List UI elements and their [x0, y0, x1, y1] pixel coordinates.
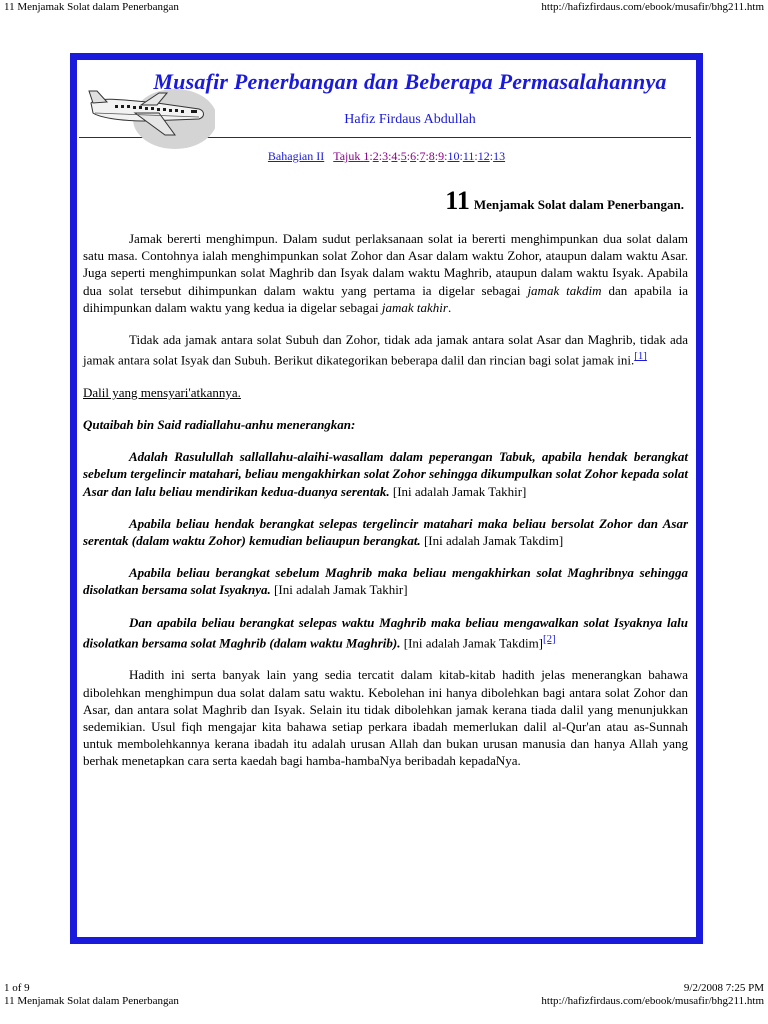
article-body: [83, 230, 688, 785]
paragraph-conclusion: Hadith ini serta banyak lain yang sedia tercatit dalam kitab-kitab hadith jelas menerangkan bahawa dibolehkan menghimpun dua solat dalam satu waktu. Kebolehan ini hanya dibolehkan bagi antara solat Zohor dan Asar, dan antara solat Maghrib dan Isyak. Selain itu tidak dibolehkan jamak kerana tiada dalil yang menunjukkan sedemikian. Usul fiqh mengajar kita bahawa setiap perkara ibadah memerlukan dalil al-Qur'an atau as-Sunnah untuk membolehkannya kerana ibadah itu adalah urusan Allah dan bukan urusan manusia dan hanya Allah yang berhak menetapkan cara serta kaedah bagi hamba-hambaNya beribadah kepadaNya.: [83, 667, 688, 769]
print-footer-top: [4, 982, 764, 995]
header-title: 11 Menjamak Solat dalam Penerbangan: [4, 1, 179, 13]
tajuk-link-11[interactable]: 11: [462, 149, 475, 163]
paragraph-jamak-definition: Jamak bererti menghimpun. Dalam sudut perlaksanaan solat ia bererti menghimpunkan dua solat dalam satu masa. Contohnya ialah menghimpunkan solat Zohor dan Asar dalam waktu Zohor, ataupun dalam waktu Asar. Juga seperti menghimpunkan solat Maghrib dan Isyak dalam waktu Maghrib, ataupun dalam waktu Isyak. Apabila dua solat tersebut dihimpunkan dalam waktu yang pertama ia digelar sebagai jamak takdim dan apabila ia dihimpunkan dalam waktu yang kedua ia digelar sebagai jamak takhir.: [83, 231, 689, 315]
chapter-number: 11: [445, 186, 470, 215]
tajuk-label: Tajuk: [333, 149, 361, 163]
section-heading: Dalil yang mensyari'atkannya.: [83, 384, 241, 400]
tajuk-link-5[interactable]: 5: [400, 149, 407, 163]
chapter-heading: [445, 186, 684, 216]
hadith-paragraph-2: Apabila beliau hendak berangkat selepas tergelincir matahari maka beliau bersolat Zohor dan Asar serentak (dalam waktu Zohor) kemudian beliaupun berangkat. [Ini adalah Jamak Takdim]: [83, 515, 688, 548]
paragraph-no-jamak: Tidak ada jamak antara solat Subuh dan Zohor, tidak ada jamak antara solat Asar dan Maghrib, tidak ada jamak antara solat Isyak dan Subuh. Berikut dikategorikan beberapa dalil dan rincian bagi solat jamak ini.[1]: [83, 332, 688, 368]
page-content: [77, 60, 696, 937]
title-banner: [79, 60, 691, 138]
print-header: [4, 1, 764, 14]
footer-page-count: 1 of 9: [4, 982, 30, 994]
footer-url: http://hafizfirdaus.com/ebook/musafir/bhg211.htm: [541, 995, 764, 1007]
tajuk-link-7[interactable]: 7: [419, 149, 426, 163]
hadith-paragraph-3: Apabila beliau berangkat sebelum Maghrib maka beliau mengakhirkan solat Maghribnya sehingga disolatkan bersama solat Isyaknya. [Ini adalah Jamak Takhir]: [83, 565, 688, 598]
footnote-link-2[interactable]: [2]: [543, 632, 556, 645]
hadith-paragraph-1: Adalah Rasulullah sallallahu-alaihi-wasallam dalam peperangan Tabuk, apabila hendak berangkat sebelum tergelincir matahari, beliau mengakhirkan solat Zohor sehingga dikumpulkan solat Zohor kepada solat Asar dan lalu beliau mendirikan kedua-duanya serentak. [Ini adalah Jamak Takhir]: [83, 449, 688, 499]
tajuk-link-12[interactable]: 12: [477, 149, 490, 163]
hadith-paragraph-4: Dan apabila beliau berangkat selepas waktu Maghrib maka beliau mengawalkan solat Isyaknya lalu disolatkan bersama solat Maghrib (dalam waktu Maghrib). [Ini adalah Jamak Takdim][2]: [83, 614, 688, 651]
print-footer-bottom: [4, 995, 764, 1008]
narrator-line: Qutaibah bin Said radiallahu-anhu menerangkan:: [83, 416, 356, 432]
tajuk-link-2[interactable]: 2: [372, 149, 379, 163]
book-author: Hafiz Firdaus Abdullah: [344, 112, 476, 127]
part-link[interactable]: Bahagian II: [267, 149, 325, 163]
chapter-navigation: Bahagian II Tajuk 1:2:3:4:5:6:7:8:9:10:11:12:13: [267, 149, 506, 163]
tajuk-link-6[interactable]: 6: [410, 149, 417, 163]
chapter-title: Menjamak Solat dalam Penerbangan.: [473, 197, 684, 212]
tajuk-link-4[interactable]: 4: [391, 149, 398, 163]
book-title: Musafir Penerbangan dan Beberapa Permasalahannya: [153, 69, 667, 94]
tajuk-link-1[interactable]: Tajuk 1: [333, 149, 370, 163]
page-frame: [70, 53, 703, 944]
tajuk-link-3[interactable]: 3: [382, 149, 389, 163]
tajuk-link-9[interactable]: 9: [438, 149, 445, 163]
footer-datetime: 9/2/2008 7:25 PM: [683, 982, 764, 994]
tajuk-link-13[interactable]: 13: [493, 149, 506, 163]
tajuk-link-10[interactable]: 10: [447, 149, 460, 163]
footnote-link-1[interactable]: [1]: [634, 350, 647, 363]
header-url: http://hafizfirdaus.com/ebook/musafir/bhg211.htm: [541, 1, 764, 13]
tajuk-link-8[interactable]: 8: [428, 149, 435, 163]
footer-title: 11 Menjamak Solat dalam Penerbangan: [4, 995, 179, 1007]
